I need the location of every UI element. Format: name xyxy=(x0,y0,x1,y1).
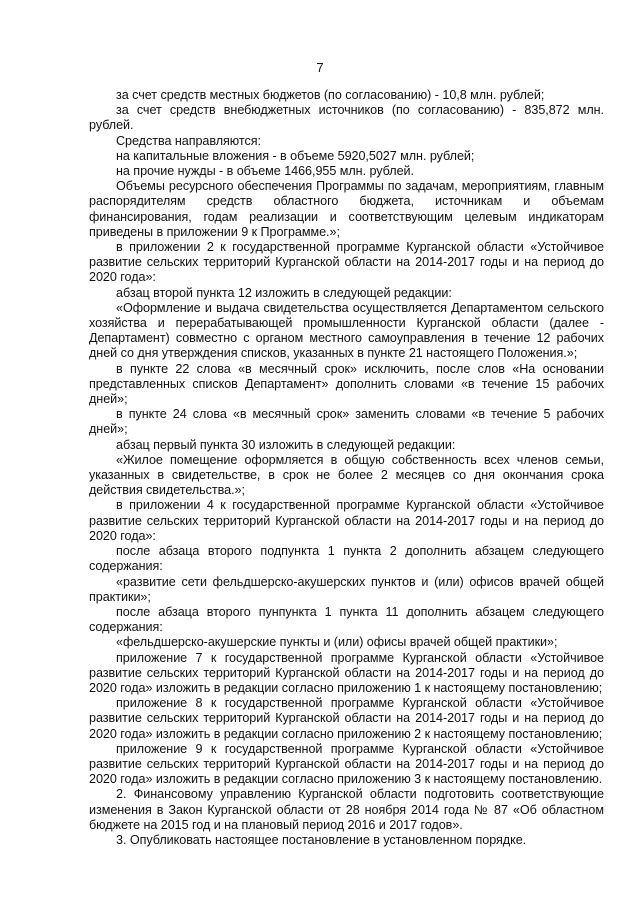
document-body xyxy=(89,88,604,848)
paragraph-funds-directed: Средства направляются: xyxy=(116,133,261,148)
paragraph-subitem-1-item-11: после абзаца второго пунпункта 1 пункта 11 дополнить абзацем следующего содержания: xyxy=(89,604,604,635)
paragraph-other-needs: на прочие нужды - в объеме 1466,955 млн. рублей. xyxy=(116,164,414,179)
paragraph-item-12: абзац второй пункта 12 изложить в следующей редакции: xyxy=(116,285,452,300)
paragraph-item-24: в пункте 24 слова «в месячный срок» заменить словами «в течение 5 рабочих дней»; xyxy=(89,407,604,437)
paragraph-subitem-1-item-2: после абзаца второго подпункта 1 пункта 2 дополнить абзацем следующего содержания: xyxy=(89,544,604,574)
paragraph-appendix-7: приложение 7 к государственной программе Курганской области «Устойчивое развитие сельских территорий Курганской области на 2014-2017 годы и на период до 2020 года» изложить в редакции согласно приложению 1 к настоящему постановлению; xyxy=(89,650,604,695)
paragraph-appendix-9: приложение 9 к государственной программе Курганской области «Устойчивое развитие сельских территорий Курганской области на 2014-2017 годы и на период до 2020 года» изложить в редакции согласно приложению 3 к настоящему постановлению. xyxy=(89,741,604,787)
paragraph-item-30: абзац первый пункта 30 изложить в следующей редакции: xyxy=(116,437,456,452)
paragraph-certificate-issue: «Оформление и выдача свидетельства осуществляется Департаментом сельского хозяйства и перерабатывающей промышленности Курганской области (далее - Департамент) совместно с органом местного самоуправления в течение 12 рабочих дней со дня утверждения списков, указанных в пункте 21 настоящего Положения.»; xyxy=(89,300,604,361)
paragraph-appendix-4: в приложении 4 к государственной программе Курганской области «Устойчивое развитие сельских территорий Курганской области на 2014-2017 годы и на период до 2020 года»: xyxy=(89,498,604,543)
paragraph-housing-ownership: «Жилое помещение оформляется в общую собственность всех членов семьи, указанных в свидетельстве, в срок не более 2 месяцев со дня окончания срока действия свидетельства.»; xyxy=(89,452,604,498)
paragraph-fap-network: «развитие сети фельдшерско-акушерских пунктов и (или) офисов врачей общей практики»; xyxy=(89,574,604,604)
paragraph-capital-investments: на капитальные вложения - в объеме 5920,5027 млн. рублей; xyxy=(116,148,475,163)
paragraph-fap-offices: «фельдшерско-акушерские пункты и (или) офисы врачей общей практики»; xyxy=(116,635,558,650)
paragraph-appendix-8: приложение 8 к государственной программе Курганской области «Устойчивое развитие сельских территорий Курганской области на 2014-2017 годы и на период до 2020 года» изложить в редакции согласно приложению 2 к настоящему постановлению; xyxy=(89,696,604,741)
paragraph-local-budgets: за счет средств местных бюджетов (по согласованию) - 10,8 млн. рублей; xyxy=(116,88,545,102)
paragraph-resource-volumes: Объемы ресурсного обеспечения Программы по задачам, мероприятиям, главным распорядителям средств областного бюджета, источникам и объемам финансирования, годам реализации и соответствующим целевым индикаторам приведены в приложении 9 к Программе.»; xyxy=(89,179,604,239)
paragraph-extrabudgetary: за счет средств внебюджетных источников (по согласованию) - 835,872 млн. рублей. xyxy=(89,103,604,133)
paragraph-appendix-2: в приложении 2 к государственной программе Курганской области «Устойчивое развитие сельских территорий Курганской области на 2014-2017 годы и на период до 2020 года»: xyxy=(89,240,604,285)
paragraph-finance-department: 2. Финансовому управлению Курганской области подготовить соответствующие изменения в Закон Курганской области от 28 ноября 2014 года № 87 «Об областном бюджете на 2015 год и на плановый период 2016 и 2017 годов». xyxy=(89,787,604,832)
paragraph-publish: 3. Опубликовать настоящее постановление в установленном порядке. xyxy=(116,832,527,847)
page-number: 7 xyxy=(316,60,324,75)
paragraph-item-22: в пункте 22 слова «в месячный срок» исключить, после слов «На основании представленных списков Департамент» дополнить словами «в течение 15 рабочих дней»; xyxy=(89,361,604,407)
